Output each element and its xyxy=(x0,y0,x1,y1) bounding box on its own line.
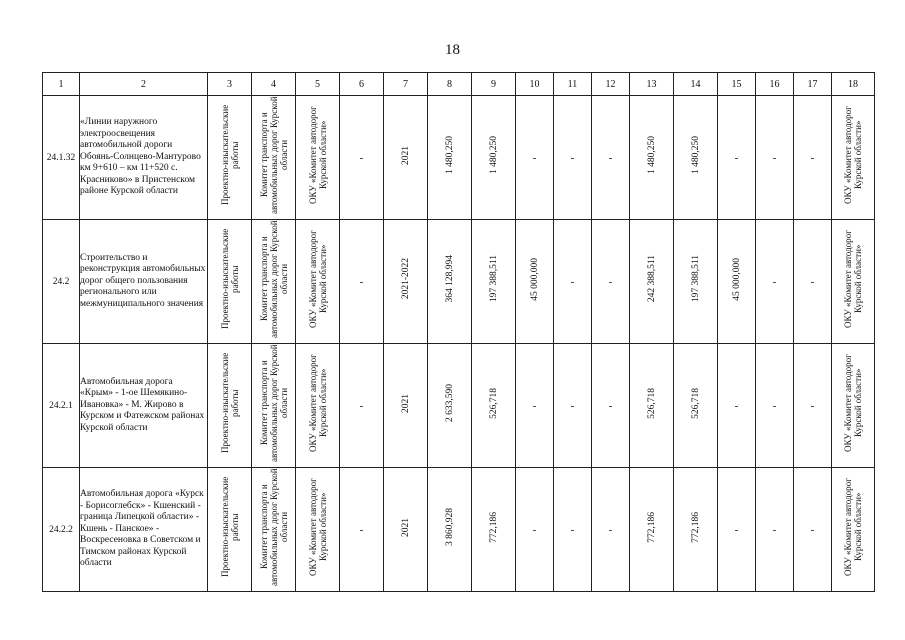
column-header: 5 xyxy=(296,73,340,96)
responsible: ОКУ «Комитет автодорог Курской области» xyxy=(843,478,863,576)
work-type: Проектно-изыскательские работы xyxy=(219,228,240,330)
value-cell: - xyxy=(554,344,592,468)
value: 1 480,250 xyxy=(646,136,657,174)
responsible-cell xyxy=(832,96,875,220)
value-cell xyxy=(674,344,718,468)
value-cell xyxy=(472,468,516,592)
value-cell: - xyxy=(340,96,384,220)
column-header: 11 xyxy=(554,73,592,96)
column-header: 10 xyxy=(516,73,554,96)
column-header: 2 xyxy=(80,73,208,96)
table-row xyxy=(43,344,875,468)
developer: ОКУ «Комитет автодорог Курской области» xyxy=(307,478,328,576)
responsible: ОКУ «Комитет автодорог Курской области» xyxy=(843,230,863,328)
table-row xyxy=(43,468,875,592)
column-header: 18 xyxy=(832,73,875,96)
value: 45 000,000 xyxy=(529,257,540,301)
value-cell: - xyxy=(554,96,592,220)
value-cell: - xyxy=(554,220,592,344)
customer: Комитет транспорта и автомобильных дорог Курской области xyxy=(258,468,289,586)
column-header: 8 xyxy=(428,73,472,96)
value-cell xyxy=(630,96,674,220)
row-code: 24.1.32 xyxy=(43,96,80,220)
value-cell: - xyxy=(592,96,630,220)
value-cell: - xyxy=(756,96,794,220)
value-cell xyxy=(674,468,718,592)
value-cell xyxy=(630,220,674,344)
value-cell xyxy=(516,220,554,344)
years-cell xyxy=(384,344,428,468)
total-cell xyxy=(428,468,472,592)
object-name: Автомобильная дорога «Курск - Борисоглебск» - Кшенский - граница Липецкой области» - Кшень - Панское» - Воскресеновка в Советском и Тимском районах Курской области xyxy=(80,468,208,592)
value-cell: - xyxy=(592,468,630,592)
value: 526,718 xyxy=(646,387,657,419)
developer-cell xyxy=(296,468,340,592)
customer-cell xyxy=(252,96,296,220)
table-row xyxy=(43,96,875,220)
value: 526,718 xyxy=(488,387,499,419)
column-header: 14 xyxy=(674,73,718,96)
customer: Комитет транспорта и автомобильных дорог Курской области xyxy=(258,344,289,462)
responsible: ОКУ «Комитет автодорог Курской области» xyxy=(843,354,863,452)
row-code: 24.2 xyxy=(43,220,80,344)
years: 2021 xyxy=(400,393,411,413)
value-cell xyxy=(472,344,516,468)
value-cell: - xyxy=(756,344,794,468)
customer: Комитет транспорта и автомобильных дорог Курской области xyxy=(258,96,289,214)
value: 197 388,511 xyxy=(488,255,499,303)
years: 2021-2022 xyxy=(400,258,411,300)
customer: Комитет транспорта и автомобильных дорог Курской области xyxy=(258,220,289,338)
work-type: Проектно-изыскательские работы xyxy=(219,352,240,454)
work-type-cell xyxy=(208,96,252,220)
years-cell xyxy=(384,220,428,344)
value-cell xyxy=(472,220,516,344)
column-header: 9 xyxy=(472,73,516,96)
total-cell xyxy=(428,344,472,468)
column-header: 3 xyxy=(208,73,252,96)
value: 526,718 xyxy=(690,387,701,419)
total-cell xyxy=(428,220,472,344)
object-name: Строительство и реконструкция автомобильных дорог общего пользования регионального или межмуниципального значения xyxy=(80,220,208,344)
value: 45 000,000 xyxy=(731,257,742,301)
developer: ОКУ «Комитет автодорог Курской области» xyxy=(307,230,328,328)
column-header: 12 xyxy=(592,73,630,96)
work-type-cell xyxy=(208,468,252,592)
row-code: 24.2.2 xyxy=(43,468,80,592)
table-row xyxy=(43,220,875,344)
object-name: Автомобильная дорога «Крым» - 1-ое Шемякино-Ивановка» - М. Жирово в Курском и Фатежском районах Курской области xyxy=(80,344,208,468)
years-cell xyxy=(384,96,428,220)
header-row xyxy=(43,73,875,96)
responsible-cell xyxy=(832,468,875,592)
value-cell xyxy=(718,220,756,344)
page-number: 18 xyxy=(445,42,460,58)
work-type-cell xyxy=(208,344,252,468)
responsible-cell xyxy=(832,344,875,468)
total-cost: 2 633,590 xyxy=(444,384,455,422)
value-cell: - xyxy=(794,220,832,344)
years-cell xyxy=(384,468,428,592)
value-cell: - xyxy=(756,468,794,592)
value-cell: - xyxy=(516,96,554,220)
value-cell: - xyxy=(718,344,756,468)
column-header: 13 xyxy=(630,73,674,96)
value-cell: - xyxy=(794,344,832,468)
value: 772,186 xyxy=(646,511,657,543)
value: 772,186 xyxy=(690,511,701,543)
value-cell: - xyxy=(718,468,756,592)
developer: ОКУ «Комитет автодорог Курской области» xyxy=(307,354,328,452)
total-cost: 1 480,250 xyxy=(444,136,455,174)
customer-cell xyxy=(252,344,296,468)
work-type-cell xyxy=(208,220,252,344)
value-cell: - xyxy=(516,344,554,468)
value-cell: - xyxy=(592,344,630,468)
responsible: ОКУ «Комитет автодорог Курской области» xyxy=(843,106,863,204)
value-cell: - xyxy=(794,96,832,220)
value-cell: - xyxy=(756,220,794,344)
column-header: 6 xyxy=(340,73,384,96)
value-cell: - xyxy=(516,468,554,592)
value-cell: - xyxy=(718,96,756,220)
column-header: 16 xyxy=(756,73,794,96)
value: 1 480,250 xyxy=(488,136,499,174)
column-header: 4 xyxy=(252,73,296,96)
value-cell: - xyxy=(554,468,592,592)
column-header: 7 xyxy=(384,73,428,96)
total-cost: 364 128,994 xyxy=(444,255,455,303)
object-name: «Линии наружного электроосвещения автомобильной дороги Обоянь-Солнцево-Мантурово км 9+610 – км 11+520 с. Красниково» в Пристенском районе Курской области xyxy=(80,96,208,220)
work-type: Проектно-изыскательские работы xyxy=(219,104,240,206)
value-cell: - xyxy=(340,220,384,344)
value-cell xyxy=(630,344,674,468)
column-header: 17 xyxy=(794,73,832,96)
value: 1 480,250 xyxy=(690,136,701,174)
years: 2021 xyxy=(400,517,411,537)
work-type: Проектно-изыскательские работы xyxy=(219,476,240,578)
years: 2021 xyxy=(400,145,411,165)
value-cell: - xyxy=(592,220,630,344)
total-cost: 3 860,928 xyxy=(444,508,455,546)
total-cell xyxy=(428,96,472,220)
value-cell: - xyxy=(340,344,384,468)
customer-cell xyxy=(252,220,296,344)
responsible-cell xyxy=(832,220,875,344)
column-header: 1 xyxy=(43,73,80,96)
developer: ОКУ «Комитет автодорог Курской области» xyxy=(307,106,328,204)
value: 772,186 xyxy=(488,511,499,543)
value: 242 388,511 xyxy=(646,255,657,303)
value-cell xyxy=(472,96,516,220)
value: 197 388,511 xyxy=(690,255,701,303)
row-code: 24.2.1 xyxy=(43,344,80,468)
program-table xyxy=(42,72,875,592)
developer-cell xyxy=(296,96,340,220)
customer-cell xyxy=(252,468,296,592)
column-header: 15 xyxy=(718,73,756,96)
value-cell: - xyxy=(794,468,832,592)
value-cell: - xyxy=(340,468,384,592)
value-cell xyxy=(674,220,718,344)
developer-cell xyxy=(296,344,340,468)
value-cell xyxy=(674,96,718,220)
value-cell xyxy=(630,468,674,592)
developer-cell xyxy=(296,220,340,344)
